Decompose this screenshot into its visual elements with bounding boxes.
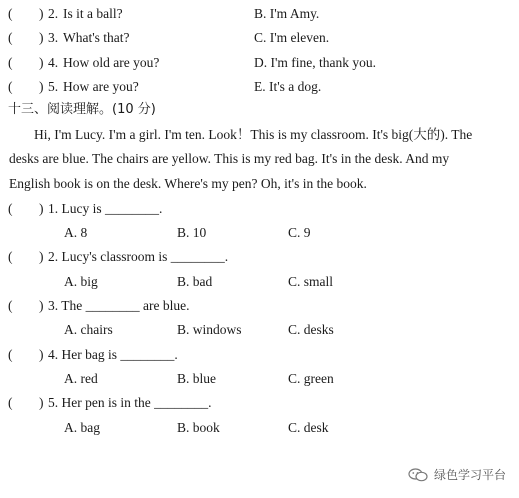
matching-answer: E. It's a dog. (254, 79, 322, 94)
question-stem: 2. Lucy's classroom is ________. (48, 249, 229, 264)
open-paren: ( (8, 201, 13, 216)
option-c: C. 9 (288, 225, 311, 240)
open-paren: ( (8, 347, 13, 362)
option-a: A. red (64, 371, 98, 386)
question-stem: 3. The ________ are blue. (48, 298, 190, 313)
question-stem: 1. Lucy is ________. (48, 201, 163, 216)
open-paren: ( (8, 79, 13, 94)
wechat-icon (408, 468, 428, 482)
close-paren: ) (39, 30, 44, 45)
matching-question: How old are you? (63, 55, 160, 70)
item-number: 2. (48, 6, 59, 21)
passage-line: Hi, I'm Lucy. I'm a girl. I'm ten. Look！This is my classroom. It's big(大的). The (34, 127, 473, 142)
close-paren: ) (39, 347, 44, 362)
matching-answer: D. I'm fine, thank you. (254, 55, 377, 70)
open-paren: ( (8, 249, 13, 264)
close-paren: ) (39, 6, 44, 21)
matching-question: Is it a ball? (63, 6, 123, 21)
close-paren: ) (39, 79, 44, 94)
option-a: A. big (64, 274, 98, 289)
open-paren: ( (8, 55, 13, 70)
item-number: 3. (48, 30, 59, 45)
section-title: 十三、阅读理解。(10 分) (8, 102, 156, 117)
matching-answer: B. I'm Amy. (254, 6, 320, 21)
option-c: C. green (288, 371, 334, 386)
passage-line: English book is on the desk. Where's my pen? Oh, it's in the book. (9, 176, 367, 191)
open-paren: ( (8, 395, 13, 410)
open-paren: ( (8, 30, 13, 45)
option-a: A. 8 (64, 225, 88, 240)
watermark (408, 466, 506, 483)
passage-line: desks are blue. The chairs are yellow. This is my red bag. It's in the desk. And my (9, 151, 450, 166)
option-b: B. 10 (177, 225, 207, 240)
matching-question: What's that? (63, 30, 130, 45)
option-c: C. desks (288, 322, 334, 337)
question-stem: 4. Her bag is ________. (48, 347, 178, 362)
close-paren: ) (39, 395, 44, 410)
question-stem: 5. Her pen is in the ________. (48, 395, 212, 410)
option-b: B. book (177, 420, 220, 435)
option-c: C. small (288, 274, 334, 289)
matching-answer: C. I'm eleven. (254, 30, 330, 45)
open-paren: ( (8, 6, 13, 21)
option-a: A. chairs (64, 322, 113, 337)
close-paren: ) (39, 201, 44, 216)
watermark-text: 绿色学习平台 (434, 468, 507, 482)
item-number: 5. (48, 79, 59, 94)
matching-question: How are you? (63, 79, 139, 94)
option-c: C. desk (288, 420, 329, 435)
option-b: B. blue (177, 371, 216, 386)
option-a: A. bag (64, 420, 100, 435)
option-b: B. windows (177, 322, 242, 337)
close-paren: ) (39, 249, 44, 264)
close-paren: ) (39, 298, 44, 313)
open-paren: ( (8, 298, 13, 313)
close-paren: ) (39, 55, 44, 70)
item-number: 4. (48, 55, 59, 70)
option-b: B. bad (177, 274, 213, 289)
